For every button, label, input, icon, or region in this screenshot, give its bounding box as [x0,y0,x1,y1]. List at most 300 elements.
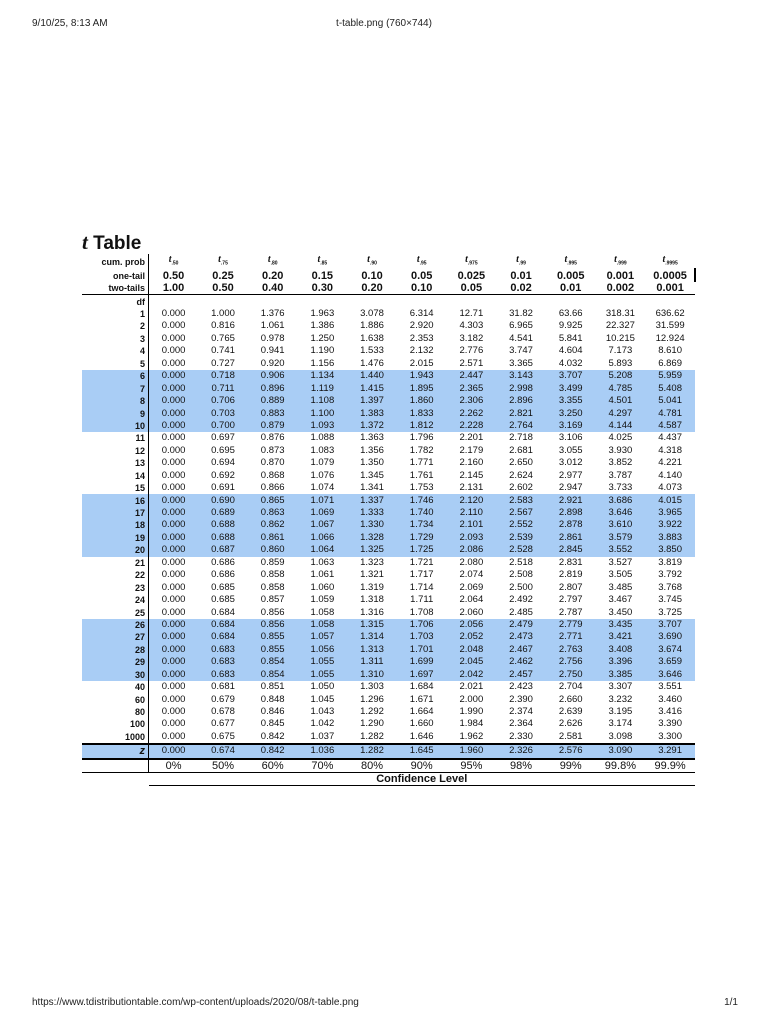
table-cell: 2.262 [447,407,497,419]
table-cell: 4.587 [645,420,695,432]
table-cell: 1.314 [347,631,397,643]
table-cell: 0.706 [198,395,248,407]
table-cell: 2.179 [459,444,484,456]
table-cell: 3.450 [608,606,633,618]
z-cell: 0.000 [149,744,199,758]
table-row [82,631,695,643]
table-cell: 3.355 [546,395,596,407]
df-value: 18 [82,519,149,531]
two-tails-cell: 0.20 [347,282,397,295]
table-cell: 0.846 [260,706,285,718]
empty-cell [149,295,199,308]
df-header-row [82,295,695,308]
confidence-cell: 95% [447,759,497,773]
df-value: 2 [82,320,149,332]
table-cell: 2.365 [447,382,497,394]
table-cell: 0.684 [198,619,248,631]
table-cell: 1.746 [397,494,447,506]
table-row [82,731,695,744]
table-cell: 1.066 [298,532,348,544]
table-row [82,619,695,631]
t-symbol: t [516,254,519,265]
table-cell: 3.646 [596,507,646,519]
confidence-cell: 80% [347,759,397,773]
confidence-cell: 60% [248,759,298,773]
table-cell: 0.686 [211,556,235,568]
table-cell: 2.423 [509,681,533,693]
cum-prob-cell [298,254,348,270]
table-cell: 5.408 [645,382,695,394]
t-subscript: .75 [220,260,228,267]
table-cell: 2.485 [509,606,533,618]
table-cell: 0.873 [260,444,285,456]
table-cell: 2.074 [459,569,484,581]
table-cell: 8.610 [658,345,682,357]
table-cell: 2.132 [409,345,434,357]
table-cell: 4.015 [645,494,695,506]
table-cell: 0.896 [248,382,298,394]
table-cell: 2.060 [459,606,484,618]
table-cell: 0.695 [211,444,235,456]
t-subscript: .80 [270,260,278,267]
table-cell: 0.861 [248,532,298,544]
table-cell: 1.064 [298,544,348,556]
table-cell: 0.692 [211,469,235,481]
table-cell: 1.330 [347,519,397,531]
table-cell: 0.685 [211,581,235,593]
table-cell: 0.855 [248,644,298,656]
df-value: 60 [82,693,149,705]
cum-prob-cell [645,254,695,270]
two-tails-label: two-tails [82,282,149,295]
table-cell: 3.819 [658,556,682,568]
table-cell: 3.610 [596,519,646,531]
table-cell: 3.930 [608,444,633,456]
table-cell: 0.000 [149,544,199,556]
t-subscript: .975 [467,260,478,267]
two-tails-cell: 0.05 [447,282,497,295]
title-t: t [82,230,88,254]
one-tail-cell: 0.15 [311,269,334,282]
table-cell: 2.639 [558,706,583,718]
df-value: 13 [82,457,149,469]
table-cell: 3.552 [596,544,646,556]
table-cell: 1.886 [360,320,384,332]
table-cell: 1.397 [347,395,397,407]
table-cell: 2.131 [459,482,484,494]
empty-cell [248,295,298,308]
table-cell: 1.043 [310,706,335,718]
table-cell: 3.690 [645,631,695,643]
table-cell: 1.984 [459,718,484,730]
t-symbol: t [465,254,468,265]
table-cell: 1.079 [310,457,335,469]
table-cell: 3.965 [645,507,695,519]
table-cell: 1.963 [310,308,335,320]
table-cell: 0.876 [260,432,285,444]
table-cell: 2.861 [546,532,596,544]
table-cell: 4.073 [658,482,682,494]
table-cell: 1.058 [298,619,348,631]
table-cell: 1.753 [409,482,434,494]
cum-prob-cell [496,254,546,270]
table-cell: 2.878 [546,519,596,531]
table-cell: 2.086 [447,544,497,556]
table-cell: 3.012 [558,457,583,469]
table-cell: 3.686 [596,494,646,506]
table-row [82,644,695,656]
table-cell: 3.182 [459,332,484,344]
table-cell: 4.140 [658,469,682,481]
df-value: 27 [82,631,149,643]
table-cell: 0.845 [260,718,285,730]
table-cell: 1.646 [409,730,434,742]
table-cell: 2.581 [558,730,583,742]
table-cell: 1.860 [397,395,447,407]
z-cell: 3.090 [596,744,646,758]
table-cell: 2.500 [509,581,533,593]
print-page-number: 1/1 [724,997,738,1008]
confidence-cell: 98% [496,759,546,773]
table-cell: 3.055 [558,444,583,456]
table-cell: 2.110 [447,507,497,519]
df-value: 12 [82,445,149,457]
table-cell: 1.282 [360,730,384,742]
table-cell: 0.689 [198,507,248,519]
table-cell: 2.467 [496,644,546,656]
table-cell: 1.363 [360,432,384,444]
table-row [82,382,695,394]
empty-cell [496,295,546,308]
table-cell: 2.797 [558,594,583,606]
table-row [82,569,695,581]
table-cell: 1.061 [310,569,335,581]
df-value: 22 [82,569,149,581]
table-cell: 1.415 [347,382,397,394]
table-cell: 2.479 [496,619,546,631]
table-cell: 1.056 [298,644,348,656]
table-cell: 3.195 [608,706,633,718]
table-row [82,420,695,432]
t-symbol: t [367,254,370,265]
table-row [82,693,695,705]
cum-prob-label: cum. prob [82,254,149,270]
t-subscript: .50 [171,260,179,267]
table-cell: 1.440 [347,370,397,382]
df-value: 9 [82,407,149,419]
table-cell: 3.674 [645,644,695,656]
table-cell: 1.717 [409,569,434,581]
df-value: 17 [82,507,149,519]
table-cell: 63.66 [558,308,583,320]
table-cell: 2.160 [459,457,484,469]
table-cell: 31.599 [655,320,685,332]
table-cell: 1.310 [347,669,397,681]
table-cell: 0.000 [161,706,186,718]
table-cell: 3.733 [608,482,633,494]
table-cell: 1.076 [310,469,335,481]
table-cell: 1.372 [347,420,397,432]
empty-cell [447,295,497,308]
table-cell: 1.740 [397,507,447,519]
table-cell: 2.101 [447,519,497,531]
table-cell: 1.729 [397,532,447,544]
z-cell: 2.576 [546,744,596,758]
table-cell: 4.297 [596,407,646,419]
df-value: 30 [82,669,149,681]
table-cell: 2.763 [546,644,596,656]
table-cell: 1.083 [310,444,335,456]
table-cell: 1.156 [310,357,335,369]
table-cell: 3.852 [608,457,633,469]
table-cell: 1.296 [360,693,384,705]
df-value: 10 [82,420,149,432]
table-cell: 1.061 [260,320,285,332]
df-value: 19 [82,532,149,544]
table-cell: 1.671 [409,693,434,705]
table-cell: 1.059 [310,594,335,606]
table-cell: 0.854 [248,669,298,681]
table-cell: 1.313 [347,644,397,656]
t-symbol: t [662,254,666,265]
df-value: 11 [82,432,149,444]
table-cell: 0.000 [161,569,186,581]
one-tail-cell: 0.0005 [653,269,687,282]
table-row [82,482,695,494]
one-tail-label: one-tail [82,270,149,282]
table-cell: 0.686 [211,569,235,581]
table-cell: 0.858 [260,569,285,581]
table-cell: 1.067 [298,519,348,531]
t-subscript: .995 [567,260,577,267]
table-cell: 4.144 [596,420,646,432]
table-cell: 1.318 [360,594,384,606]
table-cell: 3.078 [360,308,384,320]
one-tail-cell: 0.25 [212,269,234,282]
confidence-cell: 90% [397,759,447,773]
table-cell: 1.333 [347,507,397,519]
table-cell: 1.796 [409,432,434,444]
table-cell: 3.505 [608,569,633,581]
table-cell: 1.812 [397,420,447,432]
table-cell: 1.074 [310,482,335,494]
table-cell: 0.000 [161,482,186,494]
table-cell: 1.761 [409,469,434,481]
table-cell: 2.718 [509,432,533,444]
table-cell: 2.650 [509,457,533,469]
table-cell: 3.408 [596,644,646,656]
table-cell: 0.700 [198,420,248,432]
table-row [82,432,695,444]
table-cell: 0.848 [260,693,285,705]
print-doc-title: t-table.png (760×744) [336,18,432,29]
table-cell: 1.050 [310,681,335,693]
table-cell: 1.337 [347,494,397,506]
table-cell: 1.328 [347,532,397,544]
table-cell: 1.190 [310,345,335,357]
z-cell: 1.645 [397,744,447,758]
table-cell: 1.100 [298,407,348,419]
table-cell: 4.541 [509,332,533,344]
table-cell: 1.325 [347,544,397,556]
df-value: 1 [82,308,149,320]
table-cell: 3.098 [608,730,633,742]
table-cell: 1.684 [409,681,434,693]
df-value: 100 [82,718,149,730]
table-cell: 1.250 [310,332,335,344]
table-cell: 0.687 [198,544,248,556]
table-cell: 1.703 [397,631,447,643]
table-cell: 2.353 [409,332,434,344]
table-cell: 0.865 [248,494,298,506]
one-tail-cell: 0.05 [410,269,433,282]
confidence-cell: 99.9% [645,759,695,773]
table-row [82,395,695,407]
confidence-cell: 50% [198,759,248,773]
table-cell: 1.060 [310,581,335,593]
table-cell: 2.602 [509,482,533,494]
df-value: 40 [82,681,149,693]
table-cell: 0.000 [161,556,186,568]
cum-prob-cell [248,254,298,270]
table-cell: 2.457 [496,669,546,681]
table-row [82,308,695,320]
table-cell: 3.646 [645,669,695,681]
table-cell: 2.819 [558,569,583,581]
table-cell: 3.787 [608,469,633,481]
table-row [82,581,695,593]
two-tails-cell: 0.50 [198,282,248,295]
two-tails-cell: 0.01 [546,282,596,295]
table-cell: 2.771 [546,631,596,643]
t-symbol: t [218,254,221,265]
one-tail-cell: 0.025 [457,269,486,282]
table-cell: 10.215 [605,332,635,344]
table-cell: 5.893 [608,357,633,369]
cum-prob-cell [596,254,646,270]
table-cell: 1.771 [409,457,434,469]
table-cell: 1.660 [409,718,434,730]
table-cell: 5.959 [645,370,695,382]
table-cell: 3.707 [546,370,596,382]
table-cell: 2.896 [496,395,546,407]
table-cell: 1.943 [397,370,447,382]
table-cell: 4.032 [558,357,583,369]
table-cell: 1.088 [310,432,335,444]
table-cell: 0.858 [260,581,285,593]
table-cell: 0.870 [260,457,285,469]
table-cell: 1.782 [409,444,434,456]
table-cell: 7.173 [608,345,633,357]
table-cell: 4.604 [558,345,583,357]
table-cell: 3.390 [658,718,682,730]
z-cell: 1.282 [347,744,397,758]
table-cell: 1.706 [397,619,447,631]
cursor-bar [694,268,696,282]
table-cell: 3.551 [658,681,682,693]
table-cell: 1.037 [310,730,335,742]
table-cell: 0.000 [161,606,186,618]
table-cell: 0.000 [149,532,199,544]
table-row [82,333,695,345]
cum-prob-cell [546,254,596,270]
table-cell: 1.725 [397,544,447,556]
table-cell: 2.069 [459,581,484,593]
two-tails-cell: 0.001 [645,282,695,295]
table-cell: 0.697 [211,432,235,444]
table-cell: 1.350 [360,457,384,469]
table-cell: 2.021 [459,681,484,693]
table-cell: 4.785 [596,382,646,394]
table-cell: 3.460 [658,693,682,705]
two-tails-cell: 0.40 [248,282,298,295]
table-cell: 2.977 [558,469,583,481]
table-cell: 0.868 [260,469,285,481]
two-tails-cell: 1.00 [149,282,199,295]
table-cell: 2.462 [496,656,546,668]
table-cell: 0.000 [161,444,186,456]
table-cell: 3.768 [658,581,682,593]
table-cell: 2.080 [459,556,484,568]
table-cell: 0.862 [248,519,298,531]
t-symbol: t [267,254,271,265]
table-cell: 2.364 [509,718,533,730]
table-cell: 0.000 [149,631,199,643]
table-cell: 2.571 [459,357,484,369]
df-value: 25 [82,606,149,618]
table-cell: 0.857 [260,594,285,606]
confidence-cell: 99% [546,759,596,773]
table-cell: 1.290 [360,718,384,730]
table-cell: 0.741 [211,345,235,357]
table-cell: 3.883 [645,532,695,544]
table-cell: 0.000 [161,357,186,369]
table-cell: 2.228 [447,420,497,432]
table-cell: 1.058 [310,606,335,618]
table-cell: 0.683 [198,644,248,656]
table-cell: 2.787 [558,606,583,618]
table-cell: 1.045 [310,693,335,705]
table-cell: 1.833 [397,407,447,419]
cum-prob-cell [347,254,397,270]
table-cell: 0.000 [161,594,186,606]
t-symbol: t [317,254,321,265]
table-row [82,470,695,482]
table-cell: 3.467 [608,594,633,606]
df-value: 29 [82,656,149,668]
t-symbol: t [168,254,172,265]
table-cell: 0.000 [149,395,199,407]
df-value: 26 [82,619,149,631]
table-row [82,457,695,469]
table-cell: 0.000 [161,469,186,481]
table-cell: 0.000 [149,420,199,432]
table-cell: 0.000 [149,519,199,531]
table-cell: 2.000 [459,693,484,705]
table-row [82,706,695,718]
table-cell: 1.714 [409,581,434,593]
table-cell: 6.314 [409,308,434,320]
table-cell: 3.745 [658,594,682,606]
table-cell: 0.851 [260,681,285,693]
z-cell: 0.842 [248,744,298,758]
empty-cell [347,295,397,308]
table-cell: 1.734 [397,519,447,531]
table-cell: 3.792 [658,569,682,581]
table-cell: 1.697 [397,669,447,681]
df-value: 14 [82,470,149,482]
table-cell: 2.201 [459,432,484,444]
